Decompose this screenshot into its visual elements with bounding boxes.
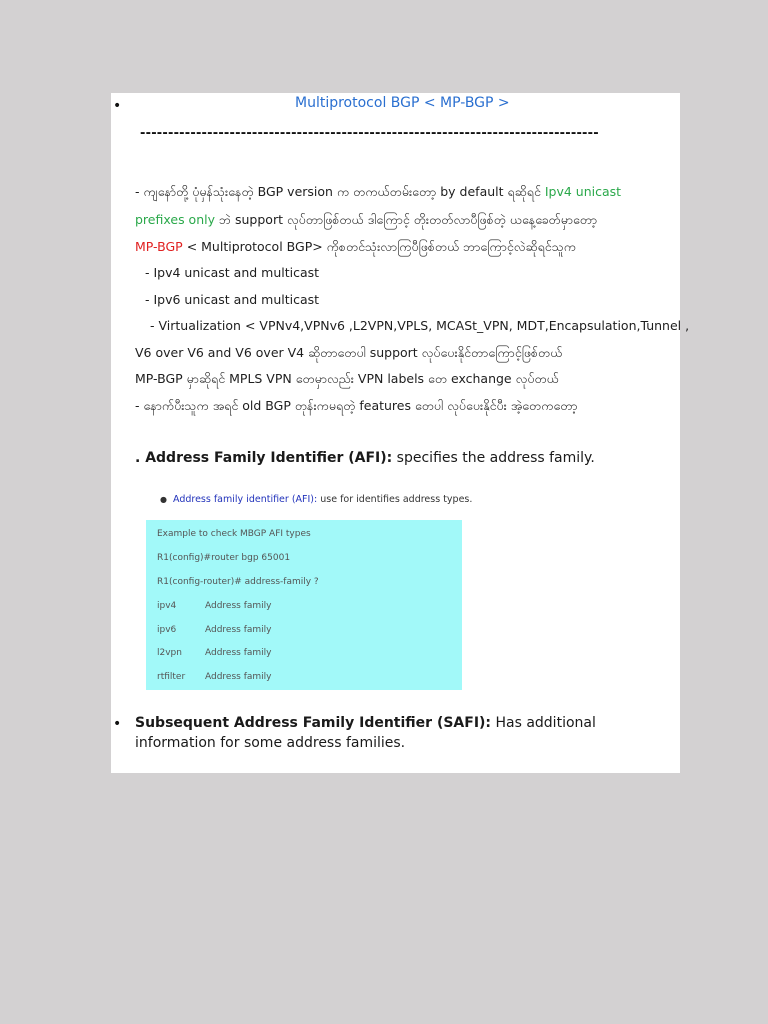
code-row-desc: Address family — [205, 601, 272, 611]
safi-label: Subsequent Address Family Identifier (SAFI): — [135, 715, 492, 731]
para-line-4: - Ipv4 unicast and multicast — [145, 265, 320, 280]
code-row-name: ipv6 — [157, 625, 177, 635]
safi-definition — [135, 713, 675, 753]
afi-description: specifies the address family. — [392, 450, 595, 466]
afi-small-description: use for identifies address types. — [317, 494, 473, 505]
code-heading: Example to check MBGP AFI types — [157, 529, 311, 539]
para-line-8: MP-BGP မှာဆိုရင် MPLS VPN တေမှာလည်း VPN labels တေ exchange လုပ်တယ် — [135, 371, 559, 386]
afi-definition — [135, 450, 595, 466]
code-row-name: rtfilter — [157, 672, 186, 682]
code-row — [157, 648, 272, 658]
afi-screenshot-caption — [160, 494, 472, 505]
para-line-3-text: < Multiprotocol BGP> ကိုစတင်သုံးလာကြပီဖြစ်တယ် ဘာကြောင့်လဲဆိုရင်သူက — [186, 239, 577, 254]
para-line-5: - Ipv6 unicast and multicast — [145, 292, 320, 307]
para-line-1-text: - ကျနော်တို့ ပုံမှန်သုံးနေတဲ့ BGP version က တကယ်တမ်းတော့ by default ရဆိုရင် — [135, 184, 541, 199]
page-title: Multiprotocol BGP < MP-BGP > — [295, 95, 510, 111]
code-row-desc: Address family — [205, 648, 272, 658]
document-page — [111, 93, 690, 773]
afi-small-label: Address family identifier (AFI): — [172, 494, 318, 505]
para-line-1 — [135, 183, 621, 201]
para-line-3 — [135, 238, 576, 256]
code-row — [157, 672, 272, 682]
highlight-mp-bgp: MP-BGP — [135, 239, 183, 254]
para-line-9: - နောက်ပီးသူက အရင် old BGP တုန်းကမရတဲ့ features တေပါ လုပ်ပေးနိုင်ပီး အဲ့တေကတော့ — [135, 398, 578, 413]
code-row — [157, 601, 272, 611]
dash-divider: ---------------------------------------------------------------------------------- — [140, 126, 599, 141]
code-row-desc: Address family — [205, 625, 272, 635]
code-command-2: R1(config-router)# address-family ? — [157, 577, 319, 587]
code-row-name: l2vpn — [157, 648, 182, 658]
code-row-name: ipv4 — [157, 601, 177, 611]
afi-label: . Address Family Identifier (AFI): — [135, 450, 393, 466]
bullet-safi: • — [113, 716, 122, 732]
para-line-7: V6 over V6 and V6 over V4 ဆိုတာတေပါ support လုပ်ပေးနိုင်တာကြောင့်ဖြစ်တယ် — [135, 345, 563, 360]
para-line-2-text: ဘဲ support လုပ်တာဖြစ်တယ် ဒါကြောင့် တိုးတတ်လာပီဖြစ်တဲ့ ယနေ့ခေတ်မှာတော့ — [218, 212, 598, 227]
code-row — [157, 625, 272, 635]
para-line-2 — [135, 211, 597, 229]
bullet-dot-icon: ● — [160, 495, 167, 504]
code-example-box — [146, 520, 462, 690]
safi-description: Has additional information for some address families. — [135, 715, 596, 751]
bullet-title: • — [113, 98, 122, 114]
code-command-1: R1(config)#router bgp 65001 — [157, 553, 291, 563]
para-line-6: - Virtualization < VPNv4,VPNv6 ,L2VPN,VPLS, MCASt_VPN, MDT,Encapsulation,Tunnel , — [150, 318, 690, 333]
highlight-ipv4-unicast: Ipv4 unicast — [544, 184, 622, 199]
code-row-desc: Address family — [205, 672, 272, 682]
highlight-prefixes-only: prefixes only — [135, 212, 215, 227]
